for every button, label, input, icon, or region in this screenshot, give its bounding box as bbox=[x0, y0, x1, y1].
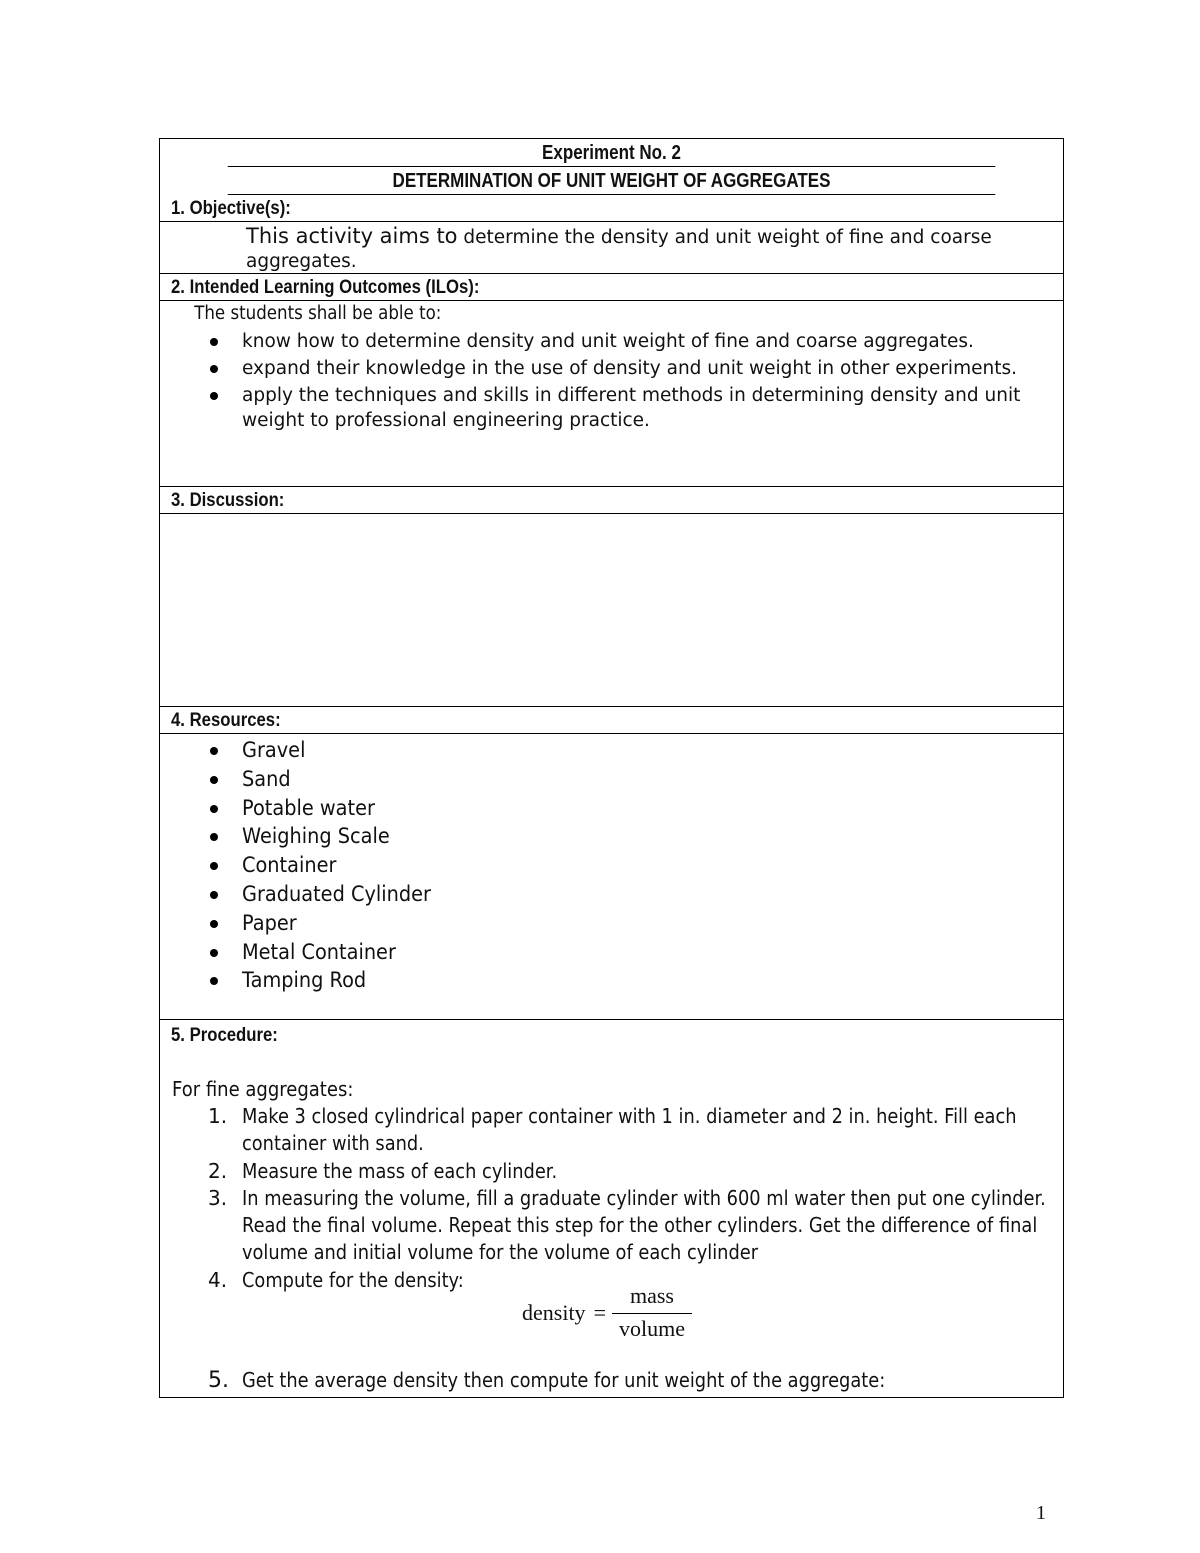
objective-lead: This activity aims to bbox=[246, 224, 458, 248]
list-item: 1. Make 3 closed cylindrical paper container with 1 in. diameter and 2 in. height. Fill each container with sand. bbox=[208, 1104, 1017, 1156]
bullet-icon bbox=[210, 862, 218, 870]
ilos-section bbox=[160, 301, 1063, 487]
list-item: Container bbox=[160, 851, 1063, 880]
density-formula bbox=[522, 1283, 692, 1342]
bullet-icon bbox=[210, 747, 218, 755]
list-item: 5. Get the average density then compute for unit weight of the aggregate: bbox=[208, 1368, 886, 1393]
list-item: 4. Compute for the density: bbox=[208, 1267, 464, 1292]
ilos-intro: The students shall be able to: bbox=[194, 303, 442, 324]
objective-text: determine the density and unit weight of fine and coarse aggregates. bbox=[246, 227, 992, 272]
procedure-section bbox=[160, 1020, 1063, 1397]
list-item: expand their knowledge in the use of density and unit weight in other experiments. bbox=[160, 356, 1063, 381]
list-item: Metal Container bbox=[160, 938, 1063, 967]
list-item: Paper bbox=[160, 909, 1063, 938]
bullet-icon bbox=[210, 833, 218, 841]
bullet-icon bbox=[210, 949, 218, 957]
experiment-subtitle: DETERMINATION OF UNIT WEIGHT OF AGGREGATES bbox=[228, 167, 996, 195]
bullet-icon bbox=[210, 891, 218, 899]
list-item: Sand bbox=[160, 765, 1063, 794]
list-item: Weighing Scale bbox=[160, 822, 1063, 851]
discussion-heading: 3. Discussion: bbox=[160, 487, 1063, 514]
formula-denominator: volume bbox=[618, 1316, 685, 1341]
page-number: 1 bbox=[1036, 1502, 1046, 1524]
list-item: Tamping Rod bbox=[160, 966, 1063, 995]
procedure-steps bbox=[160, 1103, 1063, 1294]
bullet-icon bbox=[210, 338, 218, 346]
list-item: 2. Measure the mass of each cylinder. bbox=[208, 1158, 558, 1183]
bullet-icon bbox=[210, 776, 218, 784]
experiment-sheet bbox=[159, 138, 1064, 1398]
resources-heading: 4. Resources: bbox=[160, 707, 1063, 734]
procedure-heading: 5. Procedure: bbox=[171, 1025, 278, 1046]
bullet-icon bbox=[210, 920, 218, 928]
bullet-icon bbox=[210, 977, 218, 985]
list-item: 3. In measuring the volume, fill a graduate cylinder with 600 ml water then put one cylinder. Read the final volume. Repeat this step for the other cylinders. Get the difference of final volume and initial volume for the volume of each cylinder bbox=[208, 1185, 1046, 1265]
bullet-icon bbox=[210, 805, 218, 813]
objective-section bbox=[160, 222, 1063, 274]
list-item: know how to determine density and unit weight of fine and coarse aggregates. bbox=[160, 329, 1063, 354]
list-item: Potable water bbox=[160, 794, 1063, 823]
resources-list bbox=[160, 736, 1063, 995]
experiment-title: Experiment No. 2 bbox=[228, 139, 996, 167]
list-item: apply the techniques and skills in different methods in determining density and unit weight to professional engineering practice. bbox=[160, 383, 1063, 433]
formula-numerator: mass bbox=[629, 1283, 674, 1308]
formula-equals: = bbox=[593, 1299, 606, 1325]
discussion-section bbox=[160, 514, 1063, 707]
list-item: Graduated Cylinder bbox=[160, 880, 1063, 909]
resources-section bbox=[160, 734, 1063, 1020]
ilos-list bbox=[160, 329, 1063, 433]
procedure-subheading: For fine aggregates: bbox=[172, 1077, 354, 1101]
bullet-icon bbox=[210, 392, 218, 400]
formula-fraction bbox=[612, 1283, 692, 1342]
ilos-heading: 2. Intended Learning Outcomes (ILOs): bbox=[160, 274, 1063, 301]
bullet-icon bbox=[210, 365, 218, 373]
procedure-step-5 bbox=[160, 1367, 1063, 1394]
formula-lhs: density bbox=[522, 1299, 586, 1325]
objective-heading: 1. Objective(s): bbox=[160, 195, 1063, 222]
list-item: Gravel bbox=[160, 736, 1063, 765]
fraction-bar bbox=[612, 1313, 692, 1314]
